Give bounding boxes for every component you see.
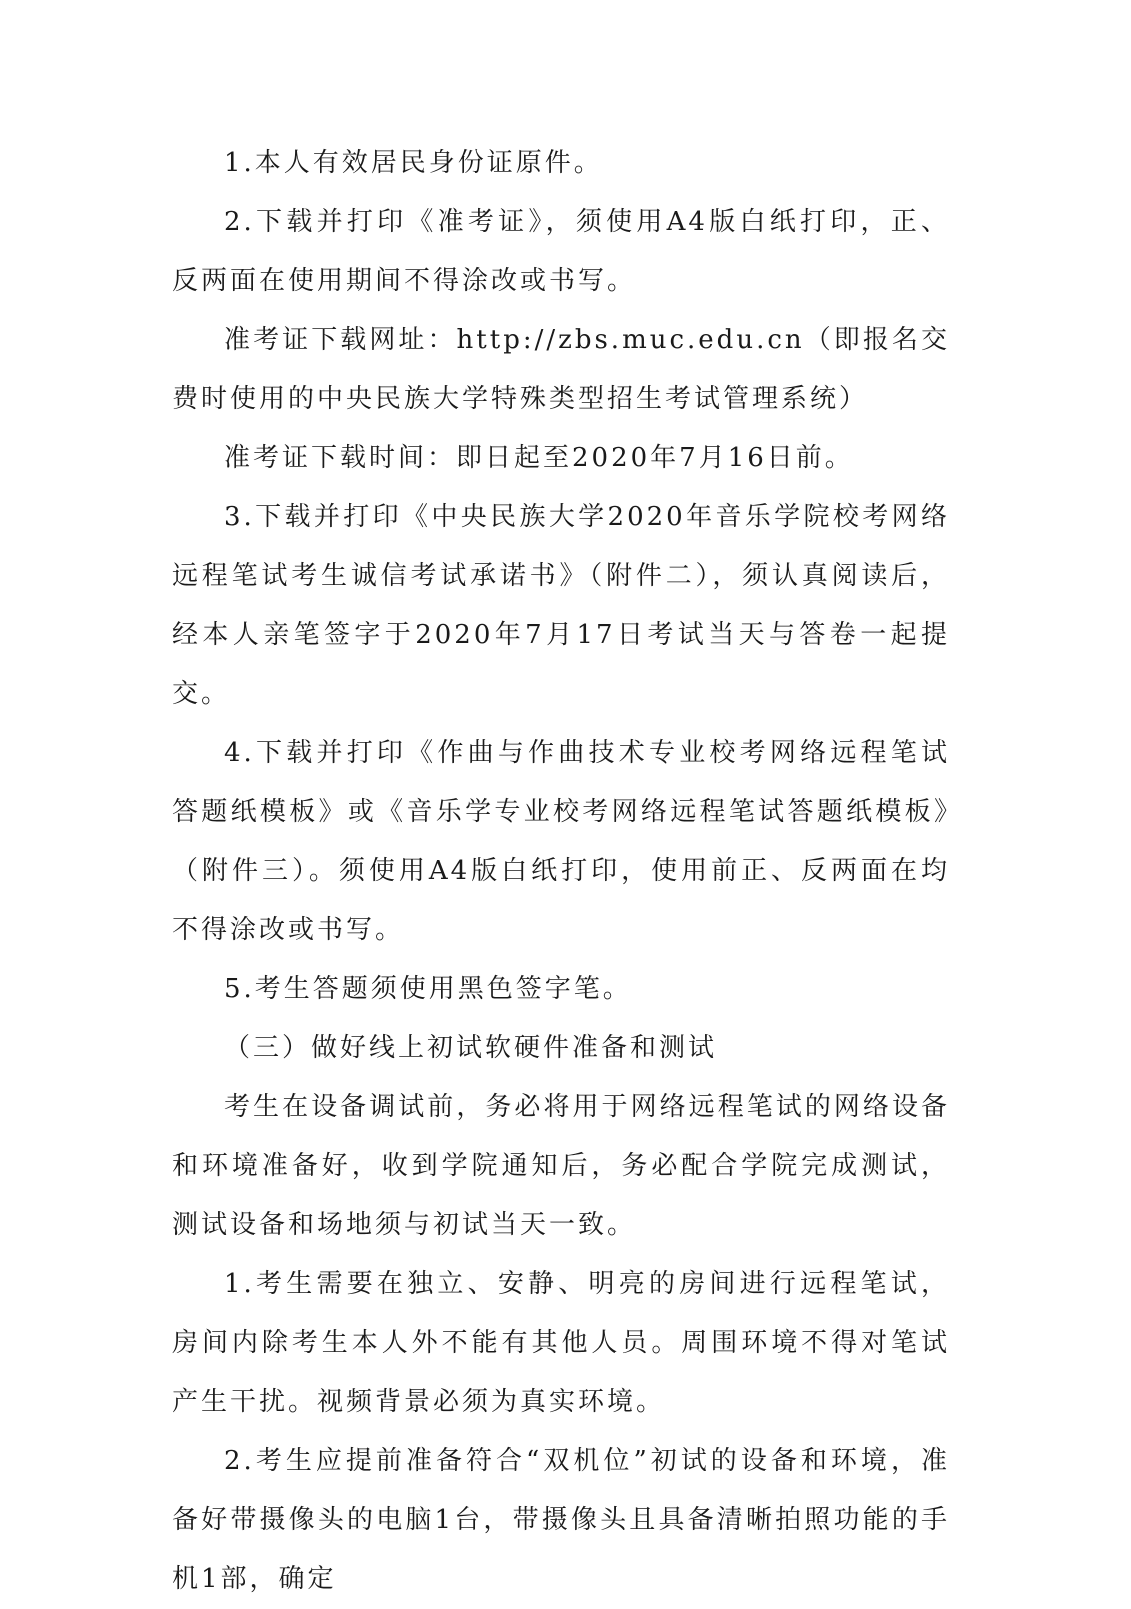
document-body: [172, 134, 950, 1609]
paragraph-id-card: 1.本人有效居民身份证原件。: [224, 148, 603, 178]
paragraph-black-pen: 5.考生答题须使用黑色签字笔。: [224, 974, 632, 1004]
section-heading: （三）做好线上初试软硬件准备和测试: [224, 1033, 718, 1063]
paragraph-admission-ticket: 2.下载并打印《准考证》，须使用A4版白纸打印，正、反两面在使用期间不得涂改或书写。: [172, 207, 950, 296]
paragraph-room-requirements: 1.考生需要在独立、安静、明亮的房间进行远程笔试，房间内除考生本人外不能有其他人员。周围环境不得对笔试产生干扰。视频背景必须为真实环境。: [172, 1269, 950, 1417]
paragraph-pledge-letter: 3.下载并打印《中央民族大学2020年音乐学院校考网络远程笔试考生诚信考试承诺书》（附件二），须认真阅读后，经本人亲笔签字于2020年7月17日考试当天与答卷一起提交。: [172, 502, 950, 709]
paragraph-answer-sheet: 4.下载并打印《作曲与作曲技术专业校考网络远程笔试答题纸模板》或《音乐学专业校考网络远程笔试答题纸模板》（附件三）。须使用A4版白纸打印，使用前正、反两面在均不得涂改或书写。: [172, 738, 950, 945]
paragraph-download-url: 准考证下载网址：http://zbs.muc.edu.cn（即报名交费时使用的中央民族大学特殊类型招生考试管理系统）: [172, 325, 950, 414]
paragraph-download-time: 准考证下载时间：即日起至2020年7月16日前。: [224, 443, 854, 473]
paragraph-dual-camera: 2.考生应提前准备符合“双机位”初试的设备和环境，准备好带摄像头的电脑1台，带摄像头且具备清晰拍照功能的手机1部，确定: [172, 1446, 950, 1594]
paragraph-device-prep: 考生在设备调试前，务必将用于网络远程笔试的网络设备和环境准备好，收到学院通知后，务必配合学院完成测试，测试设备和场地须与初试当天一致。: [172, 1092, 950, 1240]
